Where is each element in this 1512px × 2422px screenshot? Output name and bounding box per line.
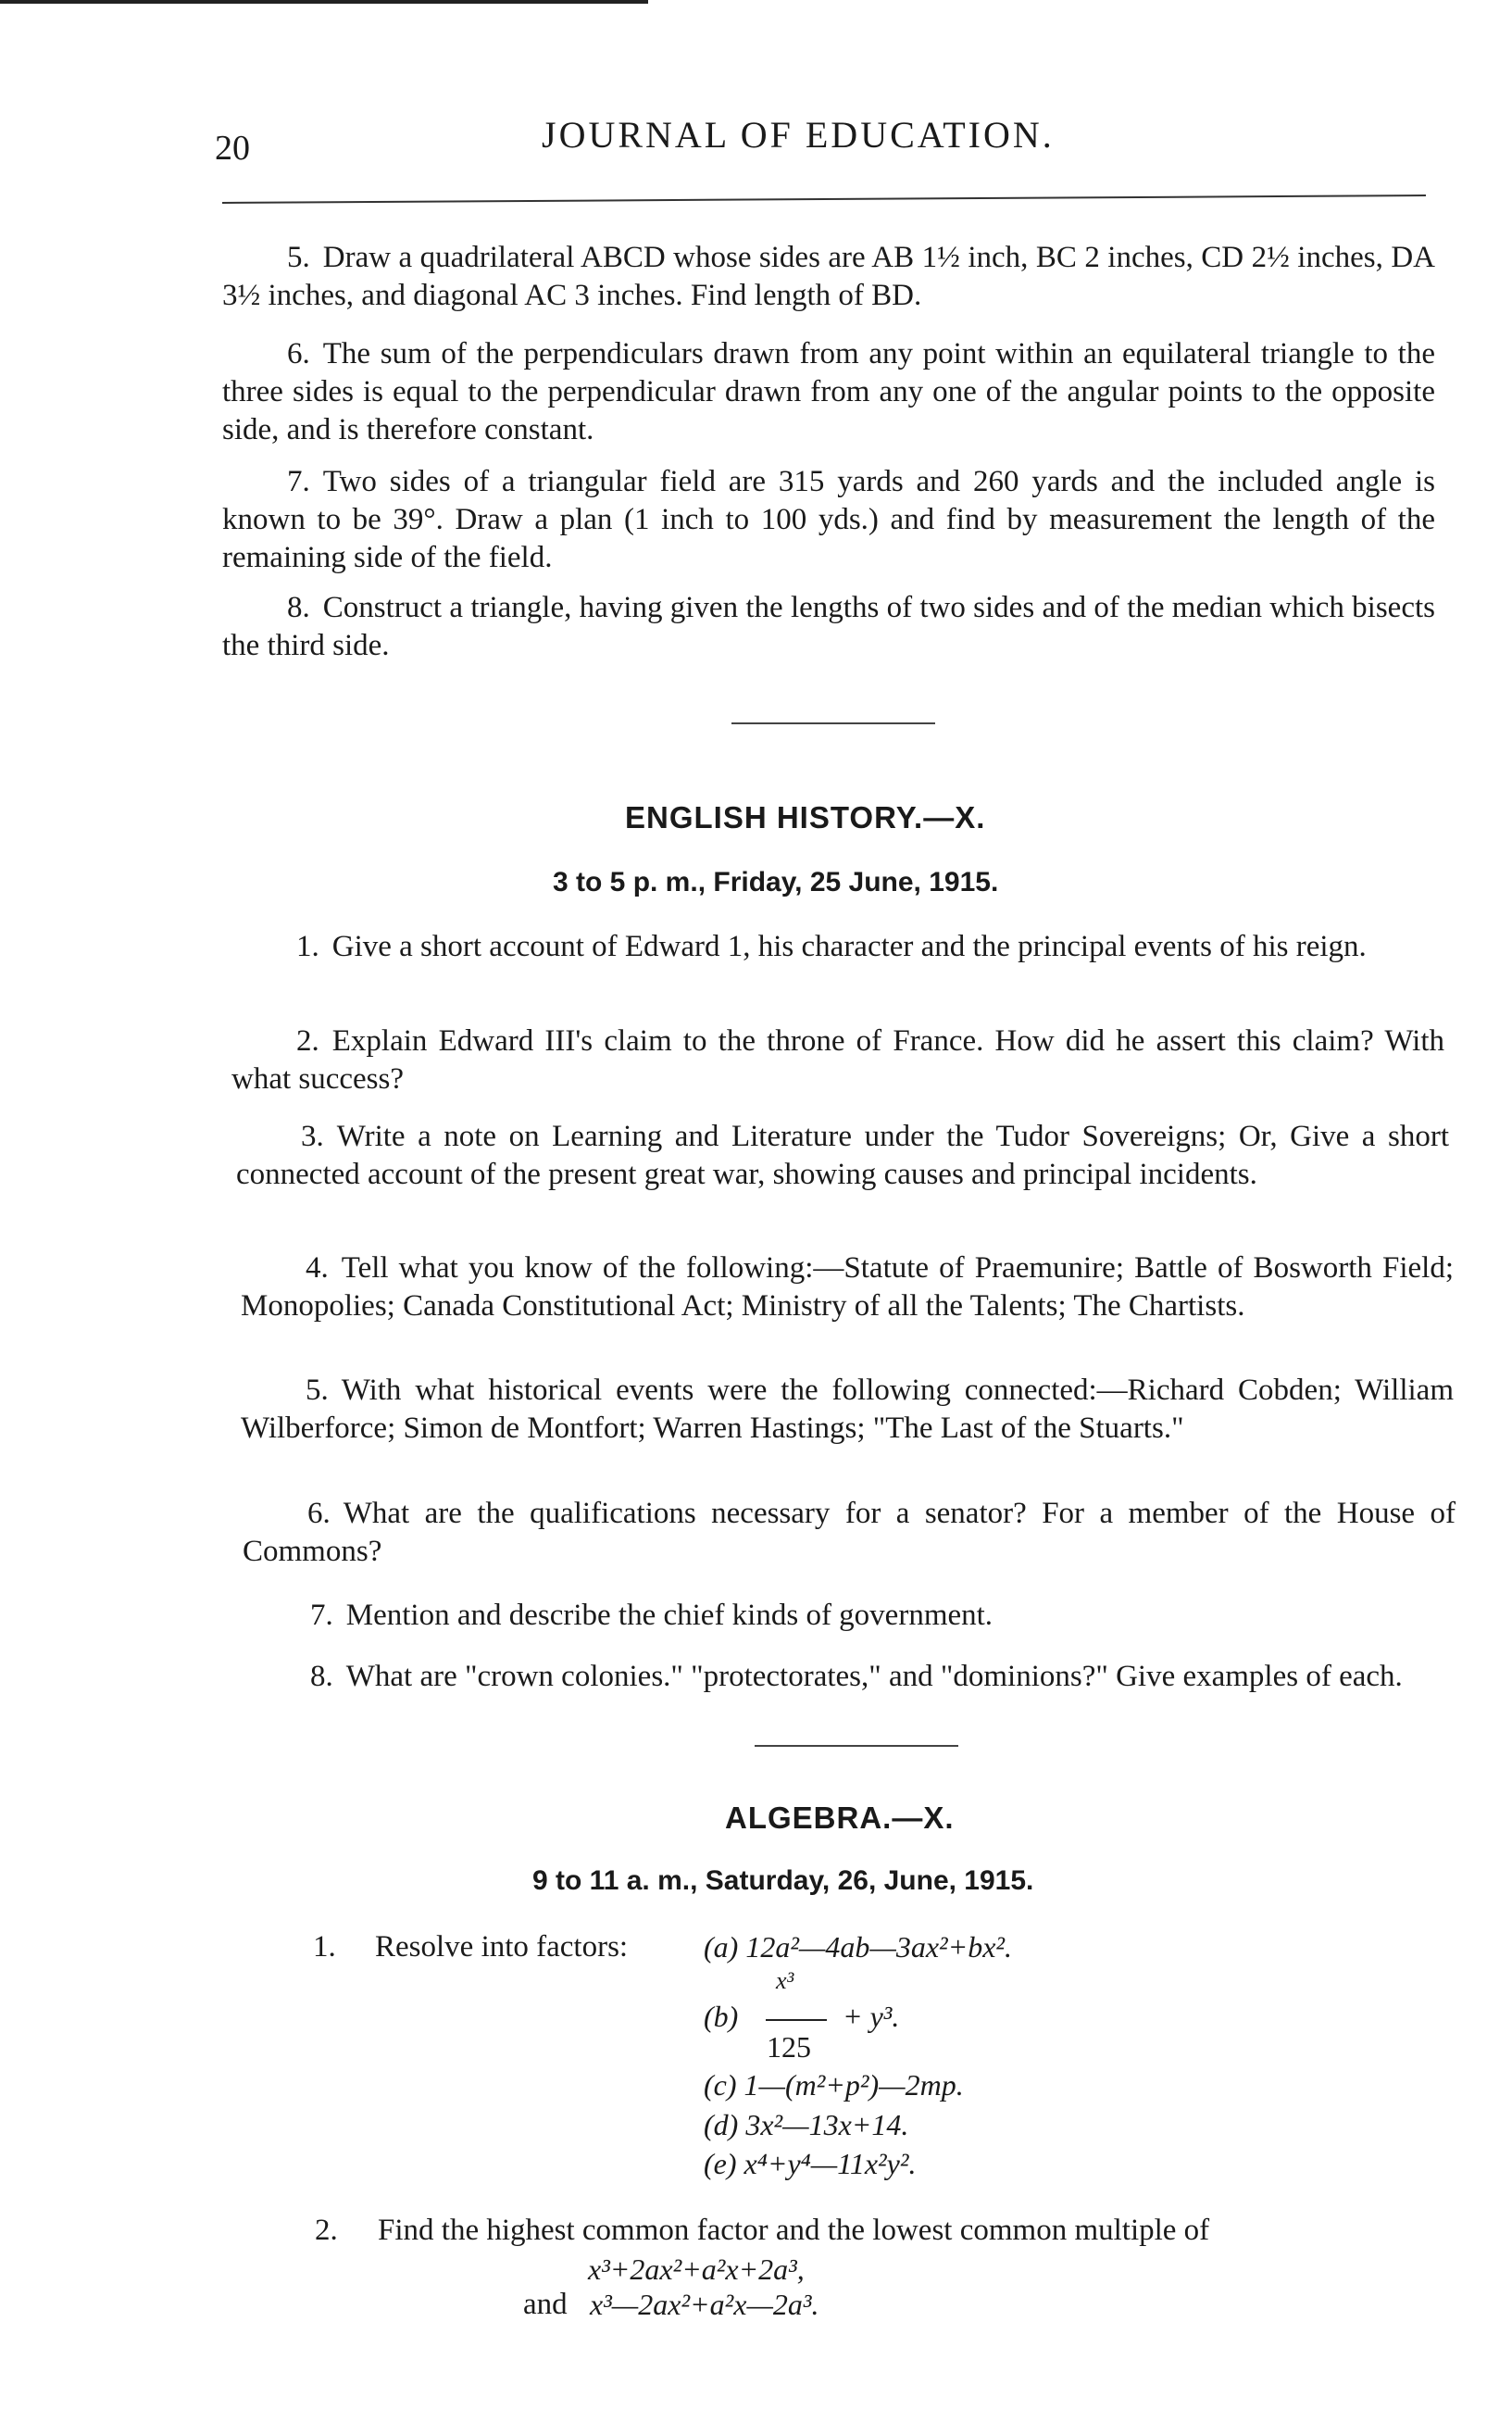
part-e <box>704 2147 916 2181</box>
question-number: 2. <box>296 1024 319 1058</box>
part-expression: 1—(m²+p²)—2mp. <box>744 2068 964 2102</box>
question-text: What are "crown colonies." "protectorates," and "dominions?" Give examples of each. <box>345 1660 1403 1693</box>
algebra-time: 9 to 11 a. m., Saturday, 26, June, 1915. <box>532 1865 1034 1896</box>
question-text: Tell what you know of the following:—Statute of Praemunire; Battle of Bosworth Field; Monopolies; Canada Constitutional Act; Ministry of all the Talents; The Chartists. <box>241 1251 1454 1323</box>
question-number: 7. <box>287 465 310 498</box>
algebra-question-2-and: and <box>523 2288 568 2321</box>
part-b-numerator: x³ <box>776 1967 794 1994</box>
question-number: 5. <box>306 1374 329 1407</box>
journal-title: JOURNAL OF EDUCATION. <box>542 114 1055 156</box>
question-number: 7. <box>310 1599 333 1632</box>
geometry-question-5 <box>222 239 1435 315</box>
part-b-rest: + y³. <box>843 2000 900 2033</box>
geometry-question-8 <box>222 589 1435 665</box>
header-rule <box>222 195 1426 204</box>
question-text: Mention and describe the chief kinds of government. <box>345 1599 993 1632</box>
question-text: With what historical events were the following connected:—Richard Cobden; William Wilberforce; Simon de Montfort; Warren Hastings; "The Last of the Stuarts." <box>241 1374 1454 1445</box>
part-label: (c) <box>704 2068 737 2102</box>
question-text: Two sides of a triangular field are 315 yards and 260 yards and the included angle is known to be 39°. Draw a plan (1 inch to 100 yds.) and find by measurement the length of the remaining side of the field. <box>222 465 1435 574</box>
part-b-denominator: 125 <box>767 2030 811 2064</box>
algebra-question-2-expression-1: x³+2ax²+a²x+2a³, <box>588 2253 805 2286</box>
question-number: 6. <box>287 337 310 370</box>
history-question-3 <box>236 1118 1449 1194</box>
question-text: What are the qualifications necessary for a senator? For a member of the House of Commons? <box>243 1497 1456 1568</box>
history-question-2 <box>231 1023 1444 1098</box>
page-number: 20 <box>215 129 250 168</box>
history-question-5 <box>241 1372 1454 1448</box>
question-text: Give a short account of Edward 1, his character and the principal events of his reign. <box>331 930 1367 963</box>
part-expression: 12a²—4ab—3ax²+bx². <box>745 1930 1012 1964</box>
question-text: Draw a quadrilateral ABCD whose sides are AB 1½ inch, BC 2 inches, CD 2½ inches, DA 3½ inches, and diagonal AC 3 inches. Find length of BD. <box>222 241 1435 312</box>
section-divider <box>731 722 935 724</box>
question-number: 1. <box>296 930 319 963</box>
algebra-question-1-number: 1. <box>313 1930 336 1964</box>
algebra-question-2-expression-2: x³—2ax²+a²x—2a³. <box>590 2288 819 2321</box>
question-number: 8. <box>287 591 310 624</box>
history-question-7 <box>245 1597 1458 1635</box>
history-question-6 <box>243 1495 1456 1571</box>
question-number: 3. <box>301 1120 324 1153</box>
question-text: Construct a triangle, having given the lengths of two sides and of the median which bisects the third side. <box>222 591 1435 662</box>
history-question-8 <box>245 1658 1458 1696</box>
algebra-title: ALGEBRA.—X. <box>725 1801 955 1835</box>
question-number: 8. <box>310 1660 333 1693</box>
algebra-question-2-number: 2. <box>315 2214 338 2247</box>
question-number: 5. <box>287 241 310 274</box>
history-question-1 <box>231 928 1444 966</box>
part-b-label: (b) <box>704 2000 739 2033</box>
part-label: (d) <box>704 2108 739 2141</box>
question-text: Write a note on Learning and Literature under the Tudor Sovereigns; Or, Give a short connected account of the present great war, showing causes and principal incidents. <box>236 1120 1449 1191</box>
part-a <box>704 1930 1012 1964</box>
section-divider <box>755 1745 958 1747</box>
algebra-question-2-text: Find the highest common factor and the lowest common multiple of <box>378 2214 1210 2247</box>
part-d <box>704 2108 908 2142</box>
question-number: 4. <box>306 1251 329 1285</box>
geometry-question-6 <box>222 335 1435 449</box>
algebra-question-1-text: Resolve into factors: <box>375 1930 629 1964</box>
part-expression: x⁴+y⁴—11x²y². <box>744 2147 917 2180</box>
question-number: 6. <box>307 1497 331 1530</box>
question-text: The sum of the perpendiculars drawn from any point within an equilateral triangle to the three sides is equal to the perpendicular drawn from any one of the angular points to the opposite side, and is therefore constant. <box>222 337 1435 446</box>
history-title: ENGLISH HISTORY.—X. <box>625 800 986 835</box>
history-time: 3 to 5 p. m., Friday, 25 June, 1915. <box>553 867 999 897</box>
part-expression: 3x²—13x+14. <box>745 2108 909 2141</box>
history-question-4 <box>241 1249 1454 1325</box>
top-edge-rule <box>0 0 648 4</box>
geometry-question-7 <box>222 463 1435 577</box>
part-label: (a) <box>704 1930 739 1964</box>
question-text: Explain Edward III's claim to the throne of France. How did he assert this claim? With what success? <box>231 1024 1444 1096</box>
fraction-bar <box>766 2019 827 2021</box>
part-label: (e) <box>704 2147 737 2180</box>
part-c <box>704 2068 964 2102</box>
